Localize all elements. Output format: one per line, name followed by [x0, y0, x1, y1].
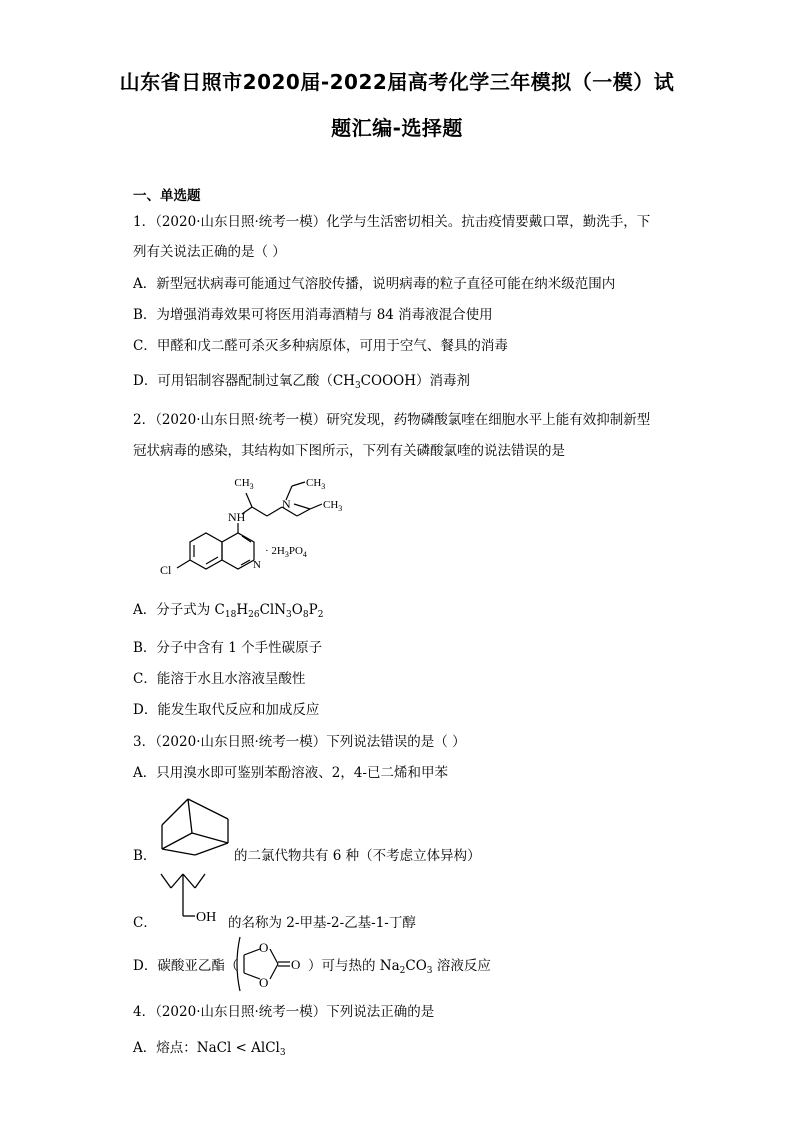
q3-option-c-label: C．: [133, 915, 157, 931]
q3-stem: 3．（2020·山东日照·统考一模）下列说法错误的是（ ）: [133, 734, 466, 750]
document-title-line-1: 山东省日照市2020届-2022届高考化学三年模拟（一模）试: [119, 70, 675, 94]
q2-stem-line2: 冠状病毒的感染，其结构如下图所示，下列有关磷酸氯喹的说法错误的是: [133, 443, 565, 459]
q1-formula-part1: CH: [332, 373, 355, 389]
q1-option-d-prefix: D．可用铝制容器配制过氧乙酸（: [133, 373, 333, 389]
q1-option-d-suffix: ）消毒剂: [415, 373, 470, 389]
q2-formula-cln: ClN: [259, 602, 287, 618]
q2-formula-o: O: [291, 602, 303, 618]
q1-formula-part2: COOOH: [360, 373, 416, 389]
struct-ring-n: N: [253, 559, 261, 571]
q1-formula-sub: 3: [354, 381, 361, 391]
norbornane-structure: [150, 795, 230, 860]
q2-formula-p: P: [308, 602, 318, 618]
q1-option-a: A．新型冠状病毒可能通过气溶胶传播，说明病毒的粒子直径可能在纳米级范围内: [133, 276, 616, 292]
q2-formula-c-count: 18: [224, 610, 237, 620]
chloroquine-phosphate-structure: [140, 470, 370, 590]
q4-option-a: [133, 1038, 286, 1063]
section-heading: 一、单选题: [133, 188, 201, 204]
struct-ch3-upper-right: $CH_3$: [306, 477, 326, 491]
q2-option-b: B．分子中含有 1 个手性碳原子: [133, 640, 323, 656]
q2-formula-h-count: 26: [248, 610, 260, 620]
q3-option-d-suffix: [308, 956, 491, 981]
q1-option-d: [133, 371, 470, 396]
q3-option-b-label: B．: [133, 848, 157, 864]
q2-option-a: [133, 600, 323, 625]
q2-formula-n-count: 3: [286, 610, 292, 620]
q2-option-c: C．能溶于水且水溶液呈酸性: [133, 671, 306, 687]
q2-formula-p-count: 2: [317, 610, 324, 620]
document-title-line-2: 题汇编-选择题: [331, 116, 463, 140]
q4-formula: NaCl < AlCl: [196, 1040, 280, 1056]
q1-option-c: C．甲醛和戊二醛可杀灭多种病原体，可用于空气、餐具的消毒: [133, 338, 508, 354]
q3-d-sub2: 3: [426, 966, 433, 976]
q3-option-b-text: 的二氯代物共有 6 种（不考虑立体异构）: [234, 848, 481, 864]
q3-option-c-text: 的名称为 2-甲基-2-乙基-1-丁醇: [228, 915, 416, 931]
q2-option-d: D．能发生取代反应和加成反应: [133, 702, 320, 718]
struct-n-amine: N: [282, 497, 291, 511]
q4-formula-sub: 3: [279, 1048, 286, 1058]
q4-option-a-prefix: A．熔点：: [133, 1040, 197, 1056]
q3-d-text-pre: ）可与热的 Na: [308, 958, 400, 974]
q2-formula-h: H: [236, 602, 249, 618]
struct-nh: NH: [228, 510, 246, 524]
struct-ch3-top: $CH_3$: [234, 477, 254, 491]
q2-stem-line1: 2．（2020·山东日照·统考一模）研究发现，药物磷酸氯喹在细胞水平上能有效抑制新型: [133, 412, 651, 428]
q3-option-a: A．只用溴水即可鉴别苯酚溶液、2，4-已二烯和甲苯: [133, 765, 448, 781]
q2-formula-o-count: 8: [302, 610, 309, 620]
struct-phosphate-salt: · $2H_3PO_4$: [265, 545, 307, 559]
q1-stem-line1: 1．（2020·山东日照·统考一模）化学与生活密切相关。抗击疫情要戴口罩，勤洗手，下: [133, 214, 651, 230]
alcohol-skeletal-structure: [155, 870, 225, 925]
ethylene-carbonate-structure: [238, 935, 318, 993]
q2-formula-c: C: [214, 602, 225, 618]
q1-option-b: B．为增强消毒效果可将医用消毒酒精与 84 消毒液混合使用: [133, 307, 493, 323]
q4-stem: 4．（2020·山东日照·统考一模）下列说法正确的是: [133, 1004, 435, 1020]
q1-stem-line2: 列有关说法正确的是（ ）: [133, 244, 286, 260]
alcohol-oh-label: OH: [196, 910, 217, 925]
carbonyl-oxygen: O: [291, 957, 301, 972]
ring-oxygen-bottom: O: [259, 975, 269, 990]
q3-d-post: 溶液反应: [432, 958, 491, 974]
ring-oxygen-top: O: [259, 940, 269, 955]
struct-ch3-right: $CH_3$: [323, 499, 343, 513]
struct-cl: Cl: [160, 563, 172, 577]
q3-d-sub1: 2: [399, 966, 406, 976]
q3-option-d-prefix: D．碳酸亚乙酯（: [133, 958, 239, 974]
q3-d-mid: CO: [405, 958, 427, 974]
q2-option-a-prefix: A．分子式为: [133, 602, 215, 618]
